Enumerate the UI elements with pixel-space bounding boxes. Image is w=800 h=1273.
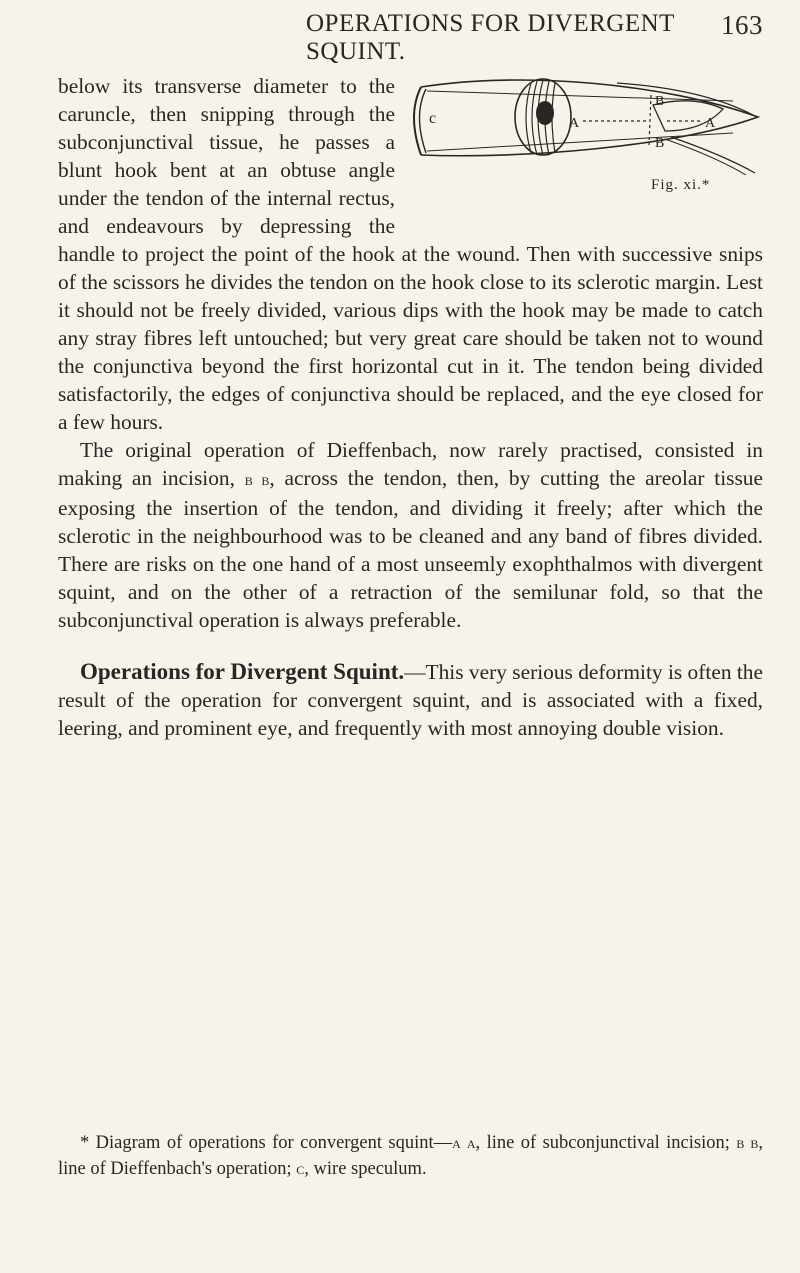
label-b-bottom: B (655, 136, 665, 151)
body-text (58, 72, 763, 742)
footnote (58, 1130, 763, 1182)
section-text: —This very serious deformity is often the result of the operation for convergent squint, and is associated with a fixed, leering, and prominent eye, and frequently with most annoying double vision. (58, 660, 763, 740)
label-a-right: A (705, 116, 716, 131)
footnote-label-c: c (296, 1159, 305, 1178)
footnote-text (58, 1130, 763, 1182)
label-b-b: b b (244, 470, 270, 489)
footnote-after: , wire speculum. (304, 1159, 427, 1179)
paragraph-2-after: , across the tendon, then, by cutting the areolar tissue exposing the insertion of the tendon, and dividing it freely; after which the sclerotic in the neighbourhood was to be cleaned and any band of fibres divided. There are risks on the one hand of a most unseemly exophthalmos with divergent squint, and on the other of a retraction of the semilunar fold, so that the subconjunctival operation is always preferable. (58, 466, 763, 632)
page-number: 163 (721, 10, 763, 40)
paragraph-2-before: The original operation of Dieffenbach, now rarely practised, consisted in making an incision, (58, 438, 763, 490)
paragraph-2 (58, 436, 763, 634)
figure-caption: Fig. xi.* (651, 177, 711, 193)
label-a-mid: A (569, 116, 580, 131)
figure-diagram (403, 75, 775, 217)
label-c: c (429, 110, 437, 127)
label-b-top: B (655, 94, 665, 109)
section-divergent-squint (58, 658, 763, 742)
paragraph-1: below its transverse diameter to the caruncle, then snipping through the subconjunctival tissue, he passes a blunt hook bent at an obtuse angle under the tendon of the internal rectus, and endeavours by depressing the handle to project the point of the hook at the wound. Then with successive snips of the scissors he divides the tendon on the hook close to its sclerotic margin. Lest it should not be freely divided, various dips with the hook may be made to catch any stray fibres left untouched; but very great care should be taken not to wound the conjunctiva beyond the first horizontal cut in it. The tendon being divided satisfactorily, the edges of conjunctiva should be replaced, and the eye closed for a few hours. (58, 74, 763, 434)
footnote-mid-1: , line of subconjunctival incision; (475, 1133, 737, 1153)
running-head-title: OPERATIONS FOR DIVERGENT SQUINT. (306, 10, 675, 65)
footnote-label-b: b b (736, 1133, 759, 1152)
footnote-before: * Diagram of operations for convergent squint— (80, 1133, 453, 1153)
eye-diagram (403, 75, 775, 175)
running-head (58, 10, 763, 65)
section-heading: Operations for Divergent Squint. (80, 659, 405, 684)
book-page (58, 0, 763, 1273)
footnote-mid-2: , line of Dieffenbach's operation; (58, 1133, 763, 1179)
footnote-label-a: a a (452, 1133, 476, 1152)
